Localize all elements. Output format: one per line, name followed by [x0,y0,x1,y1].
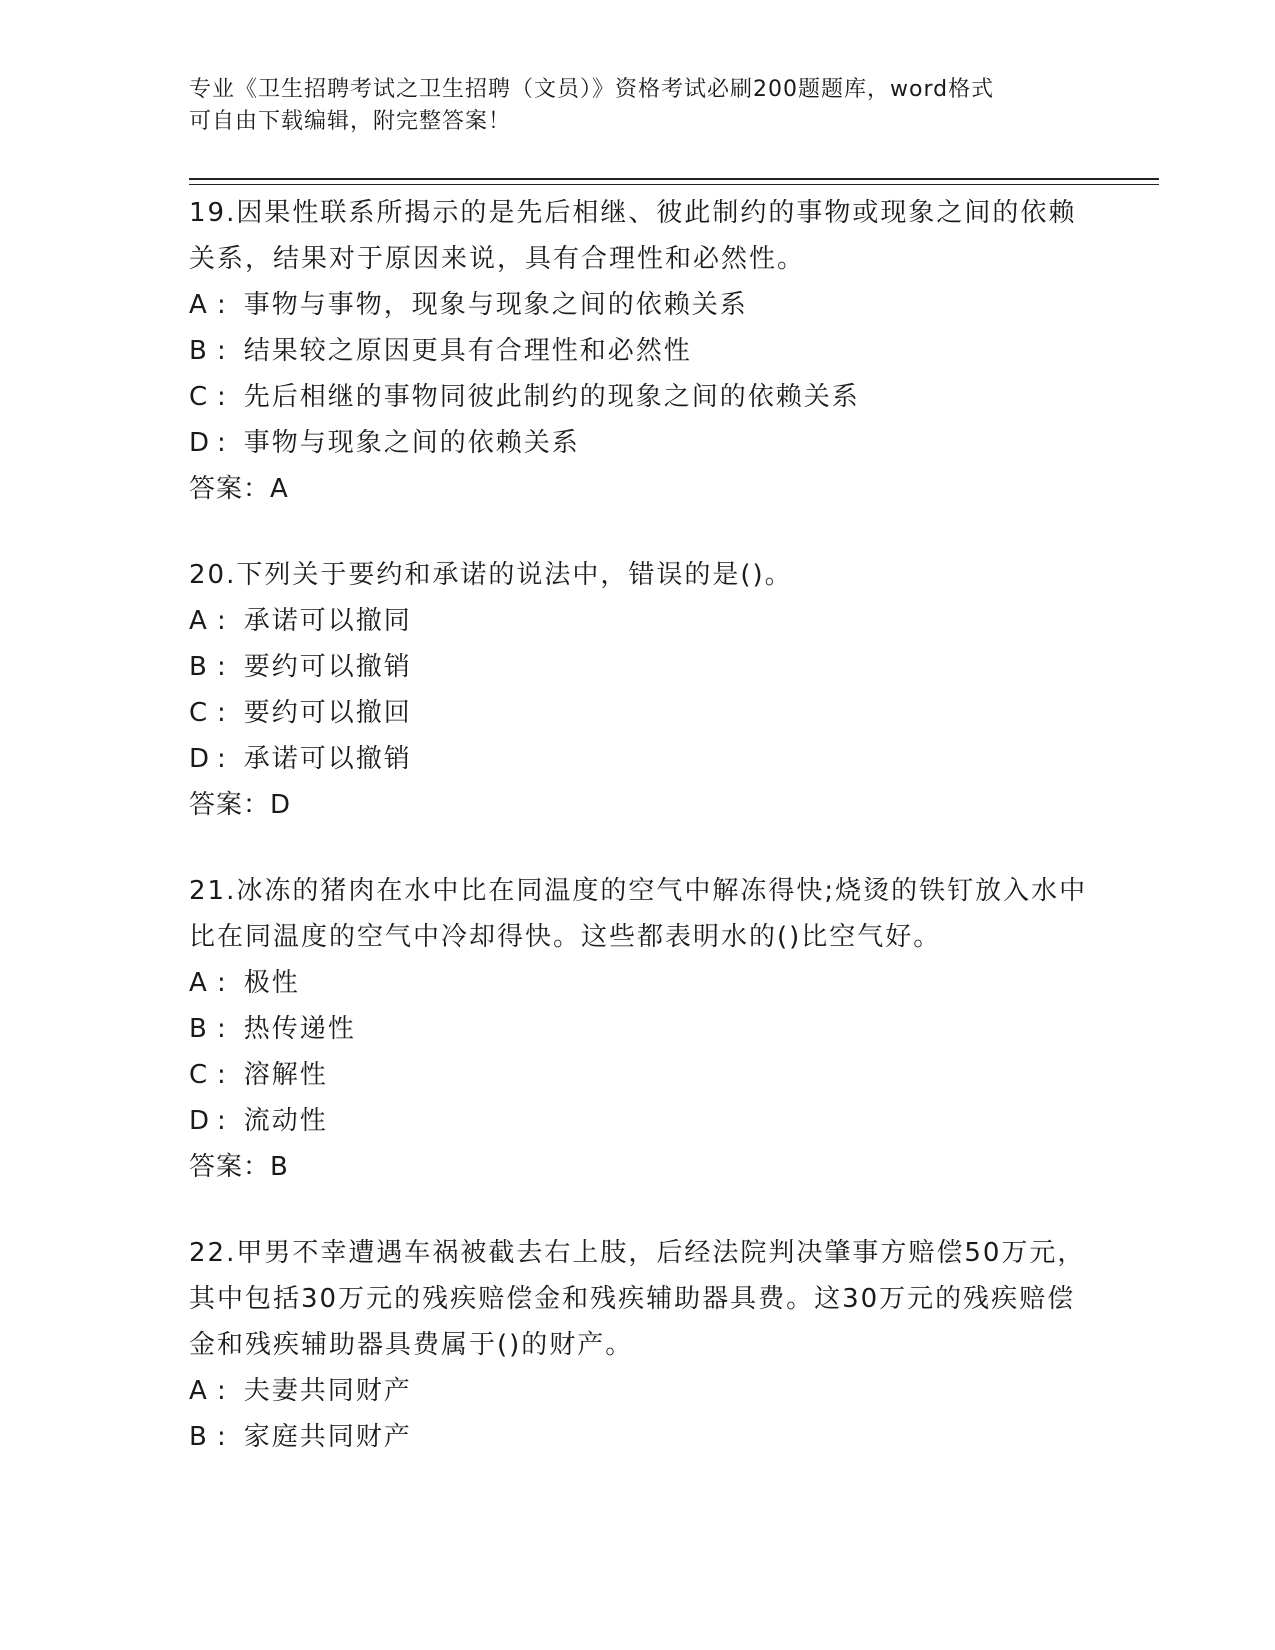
question-stem: 21.冰冻的猪肉在水中比在同温度的空气中解冻得快;烧烫的铁钉放入水中比在同温度的空气中冷却得快。这些都表明水的()比空气好。 [189,876,1088,952]
option-letter: D [189,1106,212,1136]
option-separator: : [217,652,228,682]
option-c [189,690,1089,736]
option-separator: : [217,968,228,998]
document-header [189,74,1069,138]
option-letter: B [189,1422,209,1452]
option-text: 夫妻共同财产 [243,1376,412,1406]
option-text: 家庭共同财产 [243,1422,412,1452]
option-letter: D [189,428,212,458]
option-a [189,282,1089,328]
option-c [189,374,1089,420]
question-stem: 20.下列关于要约和承诺的说法中，错误的是()。 [189,560,793,590]
header-line-2: 可自由下载编辑，附完整答案！ [189,109,512,134]
option-a [189,1368,1089,1414]
option-letter: B [189,1014,209,1044]
question-21 [189,868,1089,1190]
option-separator: : [217,1060,228,1090]
option-text: 结果较之原因更具有合理性和必然性 [243,336,692,366]
option-separator: : [217,290,228,320]
option-d [189,1098,1089,1144]
answer-line: 答案：B [189,1152,289,1182]
option-text: 要约可以撤销 [243,652,412,682]
option-separator: : [217,1376,228,1406]
option-a [189,960,1089,1006]
question-20 [189,552,1089,828]
option-text: 事物与事物，现象与现象之间的依赖关系 [243,290,748,320]
answer-line: 答案：D [189,790,292,820]
option-letter: A [189,968,209,998]
option-separator: : [217,1106,228,1136]
option-text: 热传递性 [243,1014,356,1044]
option-a [189,598,1089,644]
question-list [189,190,1089,1500]
option-separator: : [217,428,228,458]
option-letter: D [189,744,212,774]
header-divider-thin [189,184,1159,185]
option-text: 极性 [243,968,300,998]
option-text: 流动性 [243,1106,328,1136]
question-22 [189,1230,1089,1460]
option-letter: A [189,606,209,636]
option-letter: B [189,336,209,366]
option-separator: : [217,382,228,412]
option-c [189,1052,1089,1098]
question-19 [189,190,1089,512]
option-separator: : [217,606,228,636]
option-separator: : [217,744,228,774]
option-separator: : [217,1014,228,1044]
option-letter: C [189,382,210,412]
option-text: 要约可以撤回 [243,698,412,728]
header-line-1: 专业《卫生招聘考试之卫生招聘（文员）》资格考试必刷200题题库，word格式 [189,77,995,102]
option-text: 先后相继的事物同彼此制约的现象之间的依赖关系 [243,382,860,412]
option-letter: C [189,698,210,728]
option-b [189,328,1089,374]
option-d [189,420,1089,466]
option-b [189,1414,1089,1460]
question-stem: 19.因果性联系所揭示的是先后相继、彼此制约的事物或现象之间的依赖关系，结果对于原因来说，具有合理性和必然性。 [189,198,1077,274]
option-text: 事物与现象之间的依赖关系 [243,428,580,458]
option-letter: C [189,1060,210,1090]
option-separator: : [217,698,228,728]
option-letter: B [189,652,209,682]
option-d [189,736,1089,782]
option-b [189,644,1089,690]
option-letter: A [189,290,209,320]
question-stem: 22.甲男不幸遭遇车祸被截去右上肢，后经法院判决肇事方赔偿50万元，其中包括30万元的残疾赔偿金和残疾辅助器具费。这30万元的残疾赔偿金和残疾辅助器具费属于()的财产。 [189,1238,1086,1360]
option-text: 承诺可以撤同 [243,606,412,636]
header-divider-thick [189,178,1159,180]
option-text: 溶解性 [243,1060,328,1090]
answer-line: 答案：A [189,474,289,504]
option-letter: A [189,1376,209,1406]
option-text: 承诺可以撤销 [243,744,412,774]
option-separator: : [217,336,228,366]
option-separator: : [217,1422,228,1452]
option-b [189,1006,1089,1052]
